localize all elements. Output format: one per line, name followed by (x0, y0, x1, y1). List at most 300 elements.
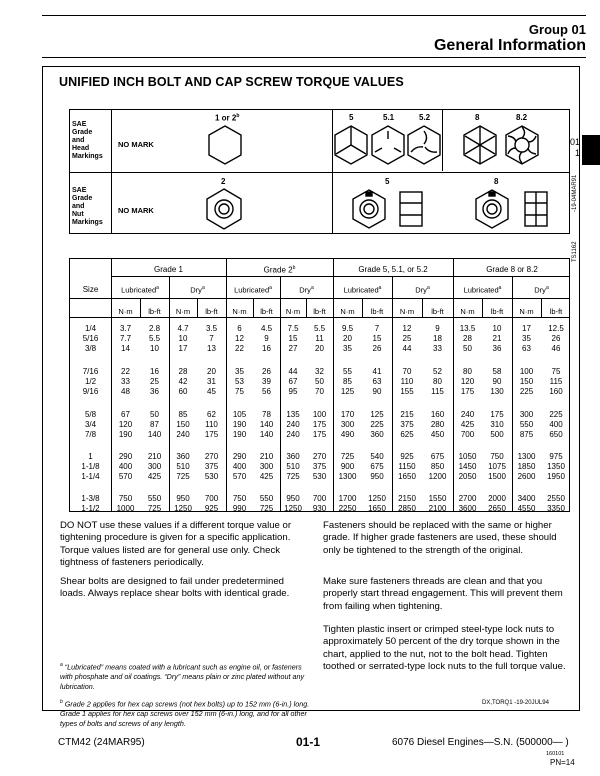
torque-value-cell: 2650 (488, 504, 506, 513)
torque-value-cell: 400 (118, 462, 133, 471)
footnote-b: $^b$ Grade 2 applies for hex cap screws (not hex bolts) up to 152 mm (6-in.) long. Grade 1 applies for hex cap screws over 152 mm (6-in.) long, and for all other types of bolts and screws of any length. (60, 699, 310, 729)
torque-value-cell: 105 (232, 410, 247, 419)
torque-value-cell: 35 (522, 334, 531, 343)
torque-value-cell: 540 (370, 452, 384, 461)
torque-value-cell: 725 (286, 472, 300, 481)
torque-value-cell: 1650 (398, 472, 416, 481)
torque-value-cell: 36 (150, 387, 159, 396)
torque-value-cell: 175 (204, 430, 219, 439)
torque-value-cell: 41 (372, 367, 382, 376)
torque-value-cell: 26 (262, 367, 271, 376)
torque-value-cell: 3400 (517, 494, 536, 503)
head-no-mark: NO MARK (118, 140, 154, 149)
torque-value-cell: 950 (370, 472, 384, 481)
head-grade-5: 5 (349, 113, 354, 122)
torque-value-cell: 26 (372, 344, 382, 353)
torque-value-cell: 2100 (428, 504, 447, 513)
torque-value-cell: 13 (207, 344, 216, 353)
size-cell: 1/4 (84, 324, 97, 333)
torque-value-cell: 700 (204, 494, 219, 503)
torque-value-cell: 63 (372, 377, 382, 386)
torque-value-cell: 155 (400, 387, 414, 396)
footer-small-code: 160101 (546, 751, 565, 757)
torque-value-cell: 16 (262, 344, 271, 353)
torque-value-cell: 80 (433, 377, 442, 386)
torque-value-cell: 9.5 (341, 324, 354, 333)
torque-value-cell: 17 (178, 344, 188, 353)
torque-value-cell: 550 (259, 494, 274, 503)
torque-value-cell: 125 (370, 410, 384, 419)
torque-value-cell: 90 (372, 387, 382, 396)
nut-grade-8: 8 (494, 177, 499, 186)
torque-value-cell: 3600 (458, 504, 477, 513)
size-cell: 3/8 (84, 344, 97, 353)
torque-value-cell: 17 (522, 324, 531, 333)
torque-value-cell: 280 (430, 420, 445, 429)
torque-value-cell: 135 (286, 410, 300, 419)
size-cell: 7/16 (82, 367, 99, 376)
replacement-paragraph: Fasteners should be replaced with the same or higher grade. If higher grade fasteners are used, these should only be tightened to the strength of the original. (323, 520, 557, 556)
torque-value-cell: 450 (430, 430, 445, 439)
torque-value-cell: 675 (430, 452, 445, 461)
torque-value-cell: 270 (204, 452, 219, 461)
torque-value-cell: 300 (147, 462, 162, 471)
torque-value-cell: 33 (121, 377, 130, 386)
unit-header: lb-ft (549, 307, 563, 316)
torque-value-cell: 190 (232, 420, 247, 429)
torque-value-cell: 25 (402, 334, 412, 343)
torque-value-cell: 1250 (284, 504, 302, 513)
torque-value-cell: 190 (118, 430, 133, 439)
torque-value-cell: 650 (549, 430, 563, 439)
torque-value-cell: 110 (205, 420, 218, 429)
torque-value-cell: 175 (312, 430, 327, 439)
head-markings-label: SAE Grade and Head Markings (72, 121, 103, 160)
size-cell: 3/4 (84, 420, 97, 429)
torque-value-cell: 48 (121, 387, 130, 396)
page-title: General Information (433, 37, 586, 54)
unit-header: lb-ft (260, 307, 273, 316)
page-number: 01-1 (296, 735, 321, 749)
torque-value-cell: 78 (262, 410, 271, 419)
grade5-2-hex-head-icon (408, 126, 440, 164)
torque-value-cell: 26 (551, 334, 561, 343)
torque-value-cell: 2000 (488, 494, 506, 503)
torque-value-cell: 85 (343, 377, 352, 386)
torque-value-cell: 62 (207, 410, 216, 419)
torque-value-cell: 120 (460, 377, 475, 386)
torque-value-cell: 125 (340, 387, 355, 396)
torque-value-cell: 175 (490, 410, 504, 419)
torque-value-cell: 25 (150, 377, 159, 386)
torque-value-cell: 300 (340, 420, 355, 429)
torque-value-cell: 210 (259, 452, 274, 461)
grade-5-header: Grade 5, 5.1, or 5.2 (358, 265, 428, 274)
torque-value-cell: 175 (460, 387, 475, 396)
nut-grade-5: 5 (385, 177, 390, 186)
torque-value-cell: 850 (430, 462, 445, 471)
torque-value-cell: 50 (150, 410, 159, 419)
torque-value-cell: 28 (463, 334, 472, 343)
figure-number: TS1162 (572, 241, 578, 262)
torque-value-cell: 375 (204, 462, 219, 471)
g2-lubricated-header: Lubricated$^a$ (234, 285, 272, 295)
torque-value-cell: 1550 (428, 494, 447, 503)
torque-value-cell: 42 (178, 377, 188, 386)
torque-value-cell: 70 (402, 367, 412, 376)
torque-value-cell: 2700 (458, 494, 477, 503)
size-cell: 5/16 (82, 334, 99, 343)
torque-value-cell: 570 (232, 472, 247, 481)
torque-value-cell: 550 (519, 420, 534, 429)
head-grade-8: 8 (475, 113, 480, 122)
torque-value-cell: 675 (370, 462, 384, 471)
torque-value-cell: 4.5 (260, 324, 273, 333)
torque-value-cell: 63 (522, 344, 531, 353)
torque-value-cell: 110 (400, 377, 414, 386)
torque-value-cell: 190 (232, 430, 247, 439)
torque-value-cell: 1250 (174, 504, 192, 513)
grade2-nut-icon (207, 189, 241, 229)
torque-value-cell: 425 (259, 472, 274, 481)
torque-value-cell: 35 (343, 344, 352, 353)
torque-value-cell: 300 (259, 462, 274, 471)
unit-header: lb-ft (431, 307, 444, 316)
torque-value-cell: 550 (147, 494, 162, 503)
grade8-nut-icon (476, 190, 547, 228)
torque-value-cell: 31 (207, 377, 216, 386)
unit-header: N·m (285, 307, 301, 316)
torque-value-cell: 2600 (517, 472, 536, 481)
torque-value-cell: 990 (232, 504, 247, 513)
torque-value-cell: 16 (150, 367, 159, 376)
torque-value-cell: 55 (343, 367, 352, 376)
torque-value-cell: 1300 (338, 472, 357, 481)
torque-value-cell: 975 (549, 452, 563, 461)
shear-bolt-paragraph: Shear bolts are designed to fail under predetermined loads. Always replace shear bolts with identical grade. (60, 576, 290, 600)
torque-value-cell: 225 (549, 410, 563, 419)
header-top-rule (42, 15, 586, 16)
torque-value-cell: 400 (549, 420, 563, 429)
torque-value-cell: 90 (492, 377, 502, 386)
torque-value-cell: 20 (315, 344, 324, 353)
torque-value-cell: 50 (463, 344, 472, 353)
head-grade-5-2: 5.2 (419, 113, 431, 122)
torque-value-cell: 925 (400, 452, 414, 461)
size-cell: 7/8 (84, 430, 97, 439)
torque-value-cell: 120 (118, 420, 133, 429)
footer-pn: PN=14 (550, 758, 575, 767)
torque-value-cell: 1700 (338, 494, 357, 503)
torque-value-cell: 530 (312, 472, 327, 481)
torque-value-cell: 10 (492, 324, 502, 333)
torque-value-cell: 7 (209, 334, 214, 343)
torque-value-cell: 85 (178, 410, 188, 419)
grade5-1-hex-head-icon (372, 126, 404, 164)
unit-header: lb-ft (205, 307, 218, 316)
grade5-nut-icon (353, 190, 422, 228)
torque-value-cell: 150 (519, 377, 534, 386)
torque-value-cell: 7.5 (287, 324, 299, 333)
threads-paragraph: Make sure fasteners threads are clean and that you properly start thread engagement. This will prevent them from failing when tightening. (323, 576, 563, 612)
torque-value-cell: 100 (519, 367, 534, 376)
torque-value-cell: 12 (235, 334, 244, 343)
size-cell: 1 (88, 452, 93, 461)
torque-value-cell: 2.8 (148, 324, 161, 333)
torque-value-cell: 2150 (398, 494, 416, 503)
unit-header: N·m (519, 307, 534, 316)
torque-value-cell: 75 (235, 387, 244, 396)
torque-value-cell: 9 (435, 324, 440, 333)
footer-engine-info: 6076 Diesel Engines—S.N. (500000— ) (392, 737, 569, 748)
torque-value-cell: 22 (121, 367, 130, 376)
torque-value-cell: 21 (492, 334, 502, 343)
torque-value-cell: 27 (288, 344, 298, 353)
torque-value-cell: 56 (262, 387, 271, 396)
torque-value-cell: 750 (232, 494, 247, 503)
torque-value-cell: 360 (370, 430, 384, 439)
header-bottom-rule (42, 57, 586, 58)
torque-value-cell: 530 (204, 472, 219, 481)
torque-value-cell: 950 (176, 494, 190, 503)
torque-value-cell: 1250 (368, 494, 386, 503)
torque-value-cell: 32 (315, 367, 324, 376)
nut-markings-label: SAE Grade and Nut Markings (72, 187, 103, 226)
torque-value-cell: 570 (118, 472, 133, 481)
torque-value-cell: 1200 (428, 472, 447, 481)
torque-value-cell: 44 (402, 344, 412, 353)
torque-value-cell: 225 (370, 420, 384, 429)
torque-value-cell: 1300 (517, 452, 536, 461)
torque-value-cell: 6 (237, 324, 242, 333)
g5-lubricated-header: Lubricated$^a$ (343, 285, 382, 295)
torque-value-cell: 11 (315, 334, 324, 343)
torque-value-cell: 46 (551, 344, 561, 353)
size-cell: 1-1/8 (81, 462, 100, 471)
torque-value-cell: 5.5 (148, 334, 161, 343)
torque-value-cell: 510 (286, 462, 300, 471)
plain-hex-head-icon (209, 126, 241, 164)
grade5-hex-head-icon (335, 126, 367, 164)
torque-value-cell: 1650 (368, 504, 386, 513)
torque-value-cell: 67 (121, 410, 130, 419)
grade-8-header: Grade 8 or 8.2 (486, 265, 538, 274)
torque-value-cell: 215 (400, 410, 414, 419)
torque-value-cell: 750 (118, 494, 133, 503)
torque-value-cell: 725 (147, 504, 162, 513)
grade-2-header: Grade 2$^b$ (263, 265, 296, 275)
torque-value-cell: 500 (490, 430, 504, 439)
unit-header: N·m (118, 307, 133, 316)
torque-value-cell: 52 (433, 367, 442, 376)
torque-value-cell: 875 (519, 430, 534, 439)
torque-value-cell: 13.5 (459, 324, 476, 333)
torque-value-cell: 45 (207, 387, 216, 396)
section-tab (582, 135, 600, 165)
torque-value-cell: 700 (312, 494, 327, 503)
grade-marking-drawings (69, 109, 570, 234)
torque-value-cell: 115 (431, 387, 444, 396)
torque-value-cell: 290 (232, 452, 247, 461)
grade-1-header: Grade 1 (154, 265, 183, 274)
torque-value-cell: 20 (343, 334, 352, 343)
grade8-2-hex-head-icon (506, 126, 538, 164)
torque-value-cell: 20 (207, 367, 216, 376)
torque-value-cell: 22 (235, 344, 244, 353)
torque-value-cell: 1075 (488, 462, 506, 471)
torque-value-cell: 1050 (458, 452, 477, 461)
torque-value-cell: 7.7 (119, 334, 132, 343)
torque-value-cell: 2850 (398, 504, 416, 513)
torque-value-cell: 725 (259, 504, 274, 513)
g2-dry-header: Dry$^a$ (299, 285, 314, 295)
section-title: UNIFIED INCH BOLT AND CAP SCREW TORQUE VALUES (59, 75, 404, 89)
torque-value-cell: 375 (312, 462, 327, 471)
torque-value-cell: 490 (340, 430, 355, 439)
torque-value-cell: 14 (121, 344, 130, 353)
torque-value-cell: 115 (549, 377, 563, 386)
head-grade-8-2: 8.2 (516, 113, 528, 122)
unit-header: N·m (175, 307, 191, 316)
figure-date-code: -19-04MAR91 (572, 174, 578, 212)
torque-value-cell: 53 (235, 377, 244, 386)
torque-value-cell: 240 (286, 420, 300, 429)
torque-value-cell: 360 (176, 452, 190, 461)
torque-value-cell: 35 (235, 367, 244, 376)
torque-value-cell: 15 (372, 334, 382, 343)
g8-lubricated-header: Lubricated$^a$ (463, 285, 502, 295)
unit-header: lb-ft (490, 307, 504, 316)
torque-value-cell: 3.5 (205, 324, 218, 333)
footnote-a: $^a$ “Lubricated” means coated with a lubricant such as engine oil, or fasteners with phosphate and oil coatings. “Dry” means plain or zinc plated without any lubrication. (60, 662, 305, 692)
torque-value-cell: 67 (288, 377, 298, 386)
torque-value-cell: 7 (374, 324, 380, 333)
grade8-hex-head-icon (464, 126, 496, 164)
torque-value-cell: 75 (551, 367, 561, 376)
torque-value-cell: 10 (178, 334, 188, 343)
unit-header: N·m (460, 307, 475, 316)
unit-header: N·m (340, 307, 355, 316)
g8-dry-header: Dry$^a$ (534, 285, 549, 295)
torque-value-cell: 375 (400, 420, 414, 429)
torque-value-cell: 1350 (547, 462, 565, 471)
torque-value-cell: 3350 (547, 504, 565, 513)
unit-header: lb-ft (148, 307, 161, 316)
torque-value-cell: 400 (232, 462, 247, 471)
torque-value-cell: 930 (312, 504, 327, 513)
size-cell: 1-1/2 (81, 504, 100, 513)
torque-value-cell: 36 (492, 344, 502, 353)
footer-manual-id: CTM42 (24MAR95) (58, 737, 145, 748)
torque-value-cell: 160 (549, 387, 563, 396)
torque-value-cell: 2250 (338, 504, 357, 513)
torque-value-cell: 10 (150, 344, 159, 353)
torque-value-cell: 1000 (116, 504, 135, 513)
torque-value-cell: 1850 (517, 462, 536, 471)
torque-value-cell: 1150 (398, 462, 416, 471)
size-cell: 9/16 (82, 387, 99, 396)
torque-value-cell: 33 (433, 344, 442, 353)
torque-value-cell: 9 (264, 334, 269, 343)
g1-dry-header: Dry$^a$ (190, 285, 205, 295)
torque-value-cell: 39 (262, 377, 271, 386)
nut-grade-2: 2 (221, 177, 226, 186)
torque-value-cell: 2050 (458, 472, 477, 481)
torque-value-cell: 625 (400, 430, 414, 439)
torque-value-cell: 80 (463, 367, 472, 376)
torque-value-cell: 3.7 (119, 324, 132, 333)
torque-value-cell: 150 (176, 420, 190, 429)
torque-value-cell: 58 (492, 367, 502, 376)
size-cell: 1-3/8 (81, 494, 100, 503)
unit-header: N·m (232, 307, 247, 316)
torque-value-cell: 1950 (547, 472, 565, 481)
unit-header: lb-ft (370, 307, 384, 316)
torque-value-cell: 425 (460, 420, 475, 429)
size-cell: 1/2 (84, 377, 97, 386)
torque-value-cell: 1500 (488, 472, 506, 481)
size-cell: 1-1/4 (81, 472, 100, 481)
unit-header: lb-ft (313, 307, 326, 316)
torque-value-cell: 750 (490, 452, 504, 461)
torque-value-cell: 140 (259, 430, 274, 439)
torque-value-cell: 900 (340, 462, 355, 471)
torque-value-cell: 310 (490, 420, 504, 429)
torque-value-cell: 28 (178, 367, 188, 376)
torque-value-cell: 12.5 (548, 324, 564, 333)
torque-value-cell: 290 (118, 452, 133, 461)
torque-value-cell: 44 (288, 367, 298, 376)
torque-value-cell: 18 (433, 334, 442, 343)
head-grade-5-1: 5.1 (383, 113, 395, 122)
torque-value-cell: 240 (176, 430, 190, 439)
torque-value-cell: 1450 (458, 462, 477, 471)
g1-lubricated-header: Lubricated$^a$ (121, 285, 159, 295)
torque-value-cell: 170 (340, 410, 355, 419)
nut-no-mark: NO MARK (118, 206, 154, 215)
unit-header: N·m (399, 307, 415, 316)
torque-value-cell: 50 (315, 377, 324, 386)
torque-value-cell: 925 (204, 504, 219, 513)
size-cell: 5/8 (84, 410, 97, 419)
torque-value-cell: 2550 (547, 494, 565, 503)
torque-value-cell: 130 (490, 387, 504, 396)
torque-value-cell: 425 (147, 472, 162, 481)
torque-value-cell: 4550 (517, 504, 536, 513)
torque-values-table (69, 258, 570, 512)
g5-dry-header: Dry$^a$ (415, 285, 430, 295)
doc-code: DX,TORQ1 -19-20JUL94 (482, 700, 549, 706)
torque-value-cell: 950 (286, 494, 300, 503)
head-grade-1-or-2: 1 or 2$^b$ (215, 113, 240, 123)
group-label: Group 01 (528, 22, 586, 37)
torque-value-cell: 360 (286, 452, 300, 461)
lock-nut-paragraph: Tighten plastic insert or crimped steel-type lock nuts to approximately 50 percent of the dry torque shown in the chart, applied to the nut, not to the bolt head. Tighten toothed or serrated-type lock nuts to the full torque value. (323, 624, 566, 673)
torque-value-cell: 725 (340, 452, 355, 461)
section-tab-label: 01 1 (569, 137, 580, 158)
torque-value-cell: 175 (312, 420, 327, 429)
torque-value-cell: 95 (288, 387, 298, 396)
torque-value-cell: 160 (430, 410, 445, 419)
torque-value-cell: 225 (519, 387, 534, 396)
torque-value-cell: 240 (286, 430, 300, 439)
torque-value-cell: 140 (259, 420, 274, 429)
torque-value-cell: 4.7 (177, 324, 189, 333)
warning-paragraph: DO NOT use these values if a different torque value or tightening procedure is given for a specific application. Torque values listed are for general use only. Check tightness of fasteners periodically. (60, 520, 292, 569)
torque-value-cell: 70 (315, 387, 324, 396)
torque-value-cell: 240 (460, 410, 475, 419)
torque-value-cell: 87 (150, 420, 159, 429)
